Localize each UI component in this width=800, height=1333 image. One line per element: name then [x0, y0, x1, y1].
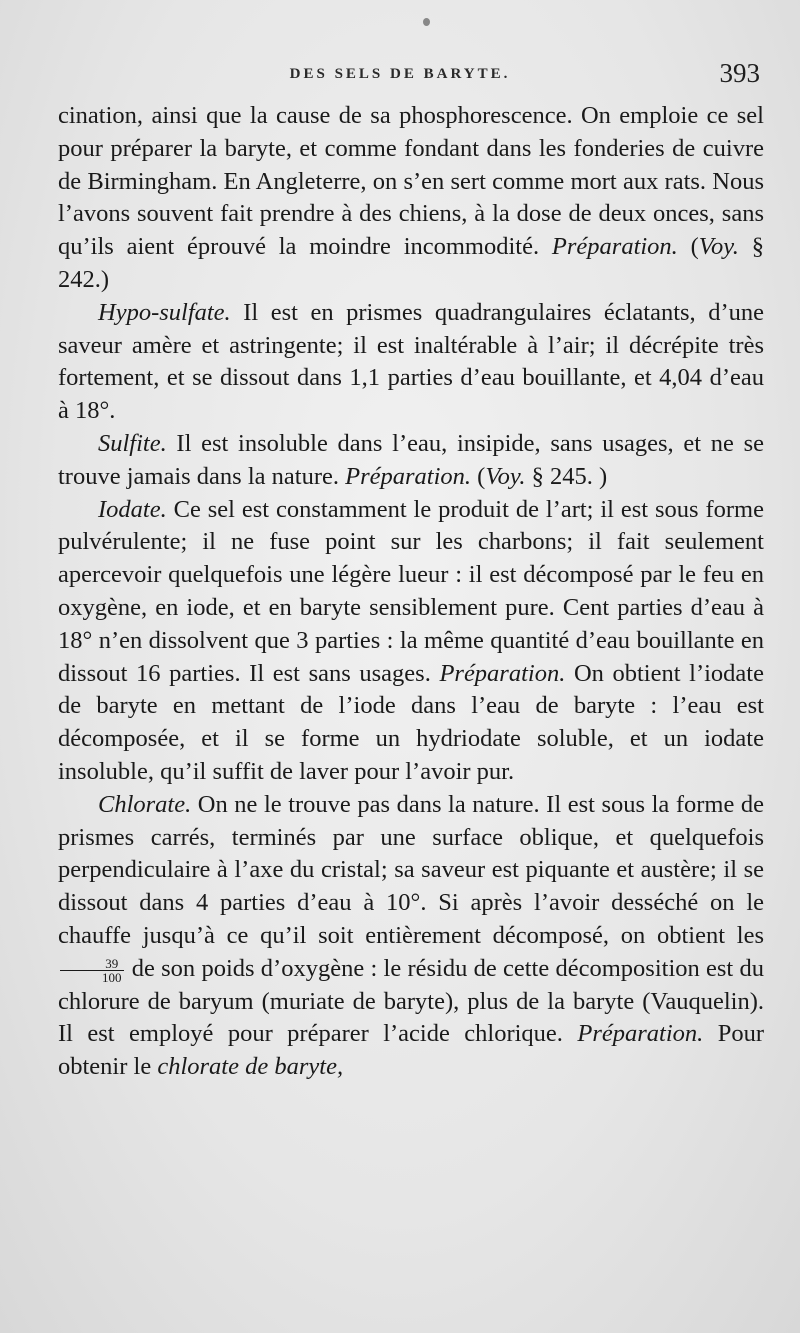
running-title: DES SELS DE BARYTE. — [289, 66, 511, 82]
italic-text: Voy. — [485, 462, 526, 490]
text-run: Il est insoluble dans l’eau, insipide, sans usages, et ne se trouve jamais dans la nature. — [58, 429, 764, 490]
text-run: ( — [677, 233, 699, 261]
text-run: § 245. ) — [525, 462, 608, 490]
italic-text: Voy. — [698, 233, 739, 261]
italic-text: Préparation. — [577, 1020, 704, 1048]
text-run: ( — [471, 462, 486, 490]
fraction-numerator: 39 — [60, 957, 124, 971]
italic-text: Hypo-sulfate. — [98, 298, 231, 326]
text-run: de son poids d’oxygène : le résidu de cette décomposition est du chlorure de baryum (muriate de baryte), plus de la baryte (Vauquelin). Il est employé pour préparer l’acide chlorique. — [58, 954, 764, 1048]
fraction-denominator: 100 — [102, 969, 122, 985]
fraction — [60, 957, 124, 984]
italic-text: Préparation. — [439, 659, 566, 687]
text-run: Ce sel est constamment le produit de l’art; il est sous forme pulvérulente; il ne fuse point sur les charbons; il fait seulement apercevoir quelquefois une légère lueur : il est décomposé par le feu en oxygène, en iode, et en baryte sensiblement pure. Cent parties d’eau à 18° n’en dissolvent que 3 parties : la même quantité d’eau bouillante en dissout 16 parties. Il est sans usages. — [58, 495, 764, 687]
paragraph-phosphate-continuation — [58, 100, 764, 297]
paragraph-hypo-sulfate — [58, 297, 764, 428]
italic-text: Préparation. — [551, 233, 678, 261]
body-text — [58, 100, 764, 1084]
text-run: Pour obtenir le — [58, 1020, 764, 1081]
italic-text: Chlorate. — [98, 790, 192, 818]
page-number: 393 — [719, 58, 760, 88]
italic-text: Iodate. — [98, 495, 167, 523]
paragraph-iodate — [58, 494, 764, 789]
text-run: Il est en prismes quadrangulaires éclatants, d’une saveur amère et astringente; il est inaltérable à l’air; il décrépite très fortement, et se dissout dans 1,1 parties d’eau bouillante, et 4,04 d’eau à 18°. — [58, 298, 764, 425]
paragraph-sulfite — [58, 428, 764, 494]
ink-spot — [423, 18, 430, 26]
text-run: § 242.) — [58, 233, 764, 293]
italic-text: Préparation. — [345, 462, 472, 490]
italic-text: Sulfite. — [98, 429, 167, 457]
text-run: cination, ainsi que la cause de sa phosphorescence. On emploie ce sel pour préparer la baryte, et comme fondant dans les fonderies de cuivre de Birmingham. En Angleterre, on s’en sert comme mort aux rats. Nous l’avons souvent fait prendre à des chiens, à la dose de deux onces, sans qu’ils aient éprouvé la moindre incommodité. — [58, 102, 764, 261]
italic-text: chlorate de baryte, — [157, 1053, 344, 1081]
page-header — [40, 58, 760, 94]
paragraph-chlorate — [58, 789, 764, 1084]
text-run: On obtient l’iodate de baryte en mettant de l’iode dans l’eau de baryte : l’eau est décomposée, et il se forme un hydriodate soluble, et un iodate insoluble, qu’il suffit de laver pour l’avoir pur. — [58, 659, 764, 785]
text-run: On ne le trouve pas dans la nature. Il est sous la forme de prismes carrés, terminés par une surface oblique, et quelquefois perpendiculaire à l’axe du cristal; sa saveur est piquante et austère; il se dissout dans 4 parties d’eau à 10°. Si après l’avoir desséché on le chauffe jusqu’à ce qu’il soit entièrement décomposé, on obtient les — [58, 790, 764, 949]
